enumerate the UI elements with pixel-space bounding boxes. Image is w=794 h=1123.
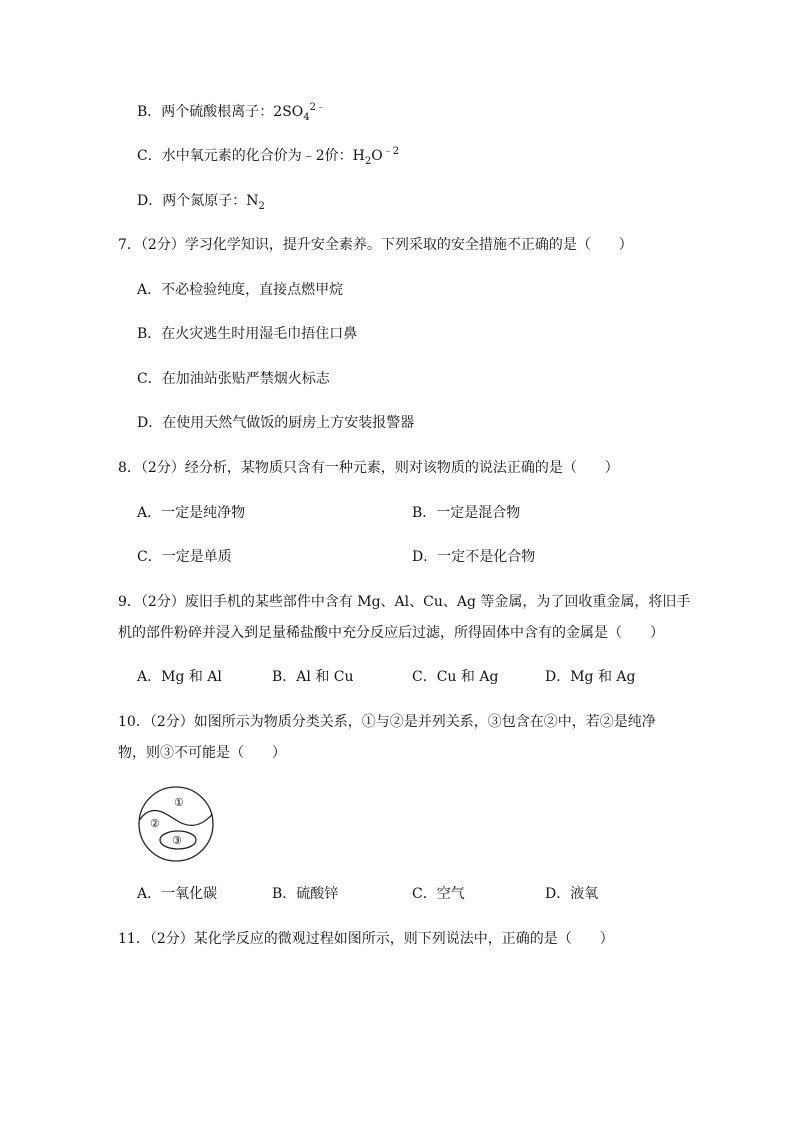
q8-option-d: D．一定不是化合物 xyxy=(412,549,536,565)
q8-option-b: B．一定是混合物 xyxy=(412,505,521,521)
q7-option-b: B．在火灾逃生时用湿毛巾捂住口鼻 xyxy=(137,326,358,342)
q6-option-b: B．两个硫酸根离子：$2SO_4^{2﹣}$ xyxy=(137,102,327,123)
q10-option-b: B．硫酸锌 xyxy=(272,886,339,902)
q9-stem-line2: 机的部件粉碎并浸入到足量稀盐酸中充分反应后过滤，所得固体中含有的金属是（ ） xyxy=(118,625,664,641)
q6-option-d: D．两个氮原子：$N_2$ xyxy=(137,193,265,212)
q6-option-c: C．水中氧元素的化合价为﹣2价：$H_2O^{﹣2}$ xyxy=(137,146,400,167)
q8-stem: 8．（2分）经分析，某物质只含有一种元素，则对该物质的说法正确的是（ ） xyxy=(118,460,619,476)
q7-option-d: D．在使用天然气做饭的厨房上方安装报警器 xyxy=(137,415,415,431)
q11-stem: 11．（2分）某化学反应的微观过程如图所示，则下列说法中，正确的是（ ） xyxy=(118,931,614,947)
q10-stem-line2: 物，则③不可能是（ ） xyxy=(118,745,286,761)
q9-option-d: D．Mg 和 Ag xyxy=(545,669,636,685)
label-3: ③ xyxy=(172,834,182,847)
label-1: ① xyxy=(174,796,184,809)
q8-option-a: A．一定是纯净物 xyxy=(137,505,246,521)
q9-option-b: B．Al 和 Cu xyxy=(272,669,354,685)
q10-option-a: A．一氧化碳 xyxy=(137,886,218,902)
q10-option-c: C．空气 xyxy=(412,886,465,902)
q9-option-c: C．Cu 和 Ag xyxy=(412,669,499,685)
q7-stem: 7．（2分）学习化学知识，提升安全素养。下列采取的安全措施不正确的是（ ） xyxy=(118,237,633,253)
q7-option-a: A．不必检验纯度，直接点燃甲烷 xyxy=(137,282,344,298)
q10-stem-line1: 10．（2分）如图所示为物质分类关系，①与②是并列关系，③包含在②中，若②是纯净 xyxy=(118,714,656,730)
label-2: ② xyxy=(150,817,160,830)
q9-option-a: A．Mg 和 Al xyxy=(137,669,222,685)
q7-option-c: C．在加油站张贴严禁烟火标志 xyxy=(137,371,330,387)
q9-stem-line1: 9．（2分）废旧手机的某些部件中含有 Mg、Al、Cu、Ag 等金属，为了回收重金属，将旧手 xyxy=(118,594,691,610)
q8-option-c: C．一定是单质 xyxy=(137,549,232,565)
q10-option-d: D．液氧 xyxy=(545,886,599,902)
classification-diagram xyxy=(136,784,216,864)
